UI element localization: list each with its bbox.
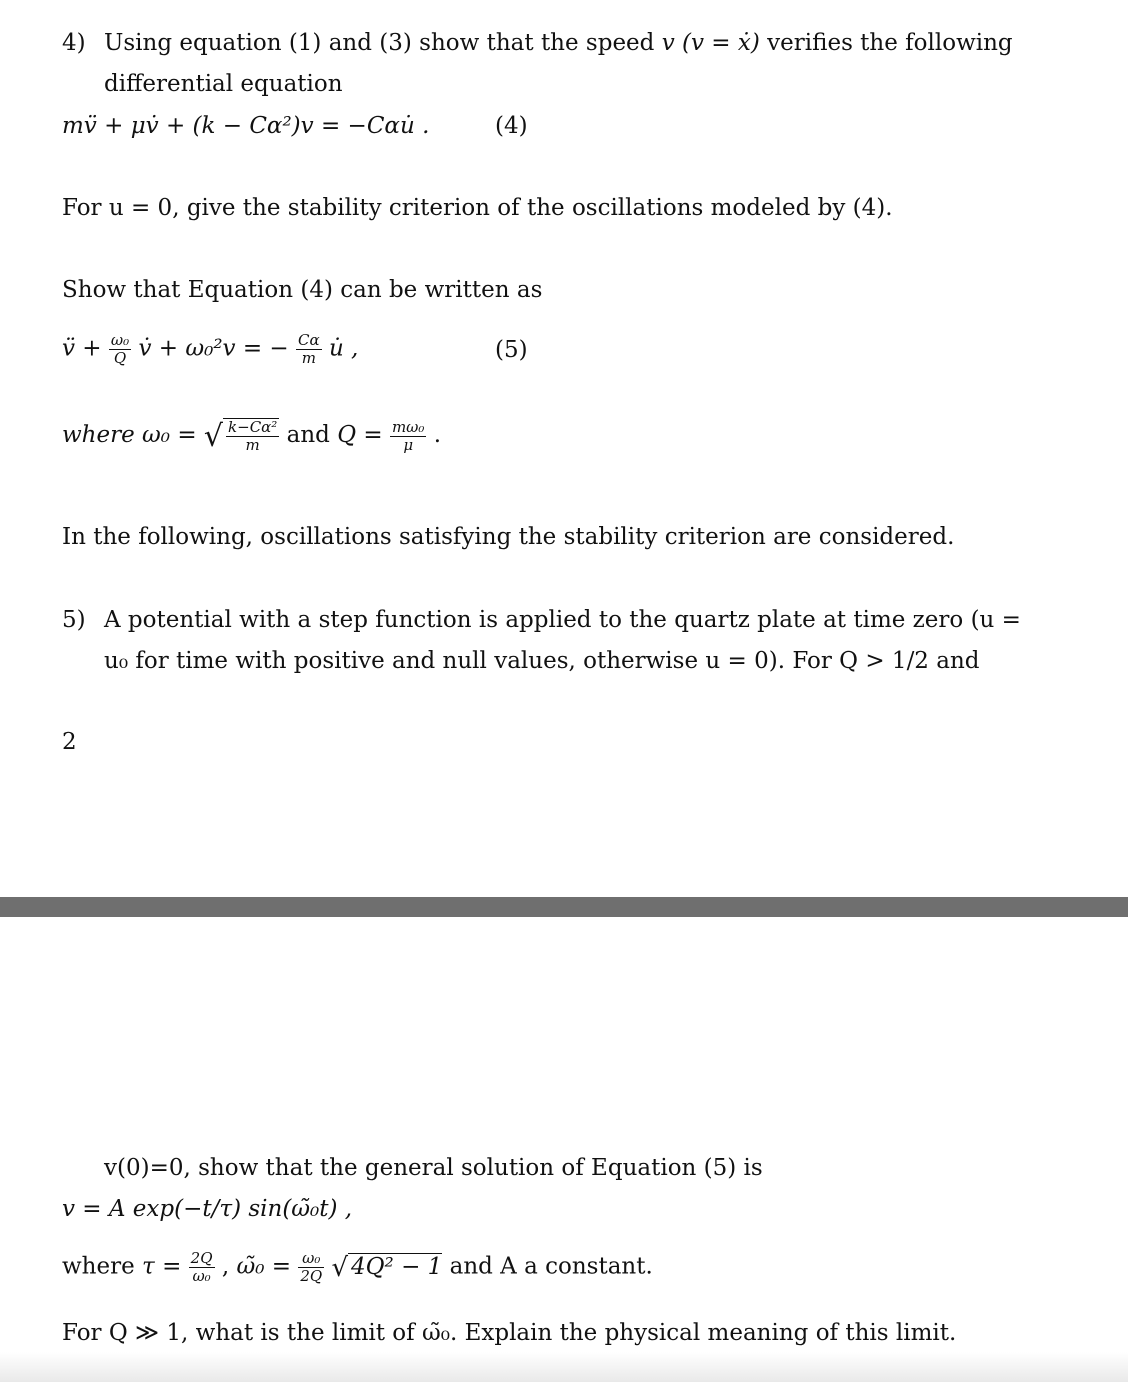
- eq5-middle: v̇ + ω₀²v = −: [138, 335, 289, 362]
- eq5-left: v̈ +: [62, 335, 102, 362]
- definitions-line: [62, 418, 441, 454]
- tau-fraction: [189, 1250, 215, 1285]
- w0-numerator: k−Cα²: [228, 418, 278, 436]
- eq5-fraction2-numerator: Cα: [298, 331, 320, 349]
- limit-question: For Q ≫ 1, what is the limit of ω̃₀. Explain the physical meaning of this limit.: [62, 1320, 957, 1346]
- question-5-continuation: v(0)=0, show that the general solution of Equation (5) is: [104, 1155, 763, 1181]
- stability-question: For u = 0, give the stability criterion of the oscillations modeled by (4).: [62, 195, 893, 221]
- eq5-fraction-w0-q: [109, 332, 131, 367]
- eq5-fraction-denominator: Q: [113, 349, 127, 367]
- tau-denominator: ω₀: [192, 1267, 211, 1285]
- eq5-fraction2-denominator: m: [301, 349, 316, 367]
- tau-numerator: 2Q: [190, 1249, 213, 1267]
- q4-line1-tail: verifies the following: [767, 30, 1013, 56]
- question-5-line2: u₀ for time with positive and null values, otherwise u = 0). For Q > 1/2 and: [104, 648, 980, 674]
- equation-4: mv̈ + μv̇ + (k − Cα²)v = −Cαu̇ .: [62, 113, 430, 139]
- question-4-line2: differential equation: [104, 71, 343, 97]
- page-number: 2: [62, 729, 77, 755]
- equation-5-label: (5): [495, 337, 528, 363]
- w0-tilde-denominator: 2Q: [300, 1267, 323, 1285]
- question-4-line1: [104, 30, 1013, 56]
- w0-tilde-label: ω̃₀ =: [236, 1253, 291, 1280]
- w0-tilde-sqrt: [331, 1253, 442, 1283]
- definitions-comma: ,: [221, 1253, 230, 1280]
- question-5-line1: A potential with a step function is applied to the quartz plate at time zero (u =: [104, 607, 1021, 633]
- question-5-number: 5): [62, 607, 86, 633]
- question-4-number: 4): [62, 30, 86, 56]
- w0-definition-label: where ω₀ =: [62, 422, 197, 448]
- eq5-fraction-numerator: ω₀: [110, 331, 130, 349]
- w0-tilde-numerator: ω₀: [298, 1250, 324, 1268]
- q4-speed-definition: (v = ẋ): [682, 30, 760, 56]
- q-definition-label: Q =: [337, 422, 383, 448]
- w0-denominator: m: [245, 436, 260, 454]
- w0-tilde-fraction: [298, 1250, 324, 1285]
- page-separator: [0, 897, 1128, 917]
- definitions-period: .: [433, 422, 442, 448]
- eq5-fraction-ca-m: [296, 332, 322, 367]
- show-written-text: Show that Equation (4) can be written as: [62, 277, 543, 303]
- and-word: and: [286, 422, 330, 448]
- q-fraction: [390, 419, 426, 454]
- q-denominator: μ: [403, 435, 414, 454]
- w0-tilde-radicand: 4Q² − 1: [348, 1253, 442, 1280]
- constant-tail: and A a constant.: [449, 1253, 653, 1280]
- sqrt-sign-icon-2: √: [331, 1252, 349, 1283]
- equation-4-label: (4): [495, 113, 528, 139]
- following-sentence: In the following, oscillations satisfying the stability criterion are considered.: [62, 524, 955, 550]
- where-word: where: [62, 1253, 135, 1280]
- equation-5: [62, 332, 358, 367]
- w0-sqrt: [204, 418, 279, 454]
- sqrt-sign-icon: √: [203, 419, 224, 454]
- general-solution: v = A exp(−t/τ) sin(ω̃₀t) ,: [62, 1196, 353, 1222]
- solution-definitions: [62, 1250, 653, 1285]
- bottom-edge-shadow: [0, 1352, 1128, 1382]
- tau-label: τ =: [142, 1253, 182, 1280]
- q-numerator: mω₀: [391, 417, 425, 436]
- q4-speed-symbol: v: [661, 30, 675, 56]
- eq5-right: u̇ ,: [328, 335, 359, 362]
- q4-line1-text: Using equation (1) and (3) show that the speed: [104, 30, 655, 56]
